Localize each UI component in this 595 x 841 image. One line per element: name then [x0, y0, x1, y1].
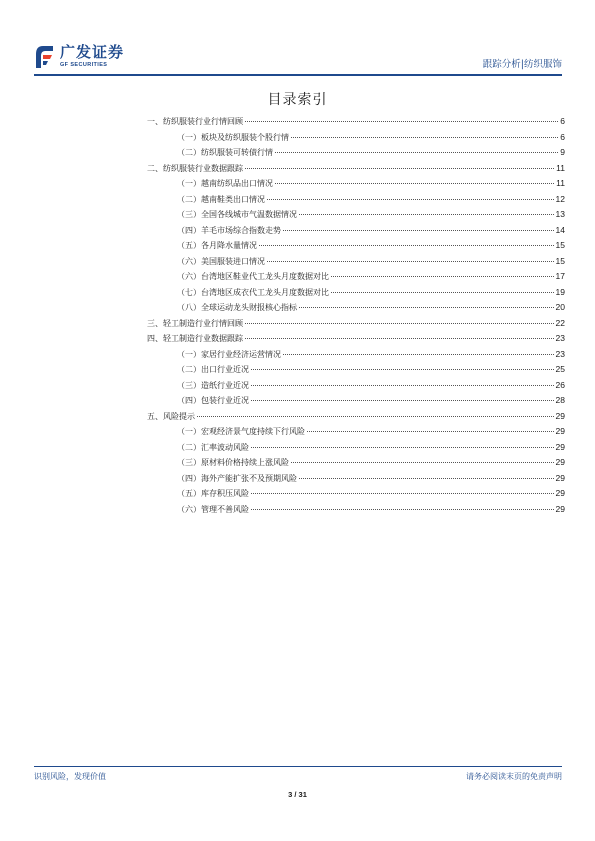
toc-entry-page: 26 — [555, 379, 565, 390]
toc-entry-label: （四）包装行业近况 — [177, 396, 249, 405]
toc-entry[interactable] — [147, 271, 565, 287]
toc-entry[interactable] — [147, 442, 565, 458]
table-of-contents — [147, 116, 565, 519]
toc-entry[interactable] — [147, 132, 565, 148]
logo-chinese-name: 广发证券 — [60, 43, 125, 61]
toc-entry-label: （二）汇率波动风险 — [177, 442, 249, 452]
toc-entry[interactable] — [147, 395, 565, 411]
toc-entry-page: 25 — [555, 364, 565, 374]
toc-entry[interactable] — [147, 380, 565, 396]
toc-entry-label: （四）海外产能扩张不及预期风险 — [177, 473, 297, 483]
toc-entry-page: 6 — [560, 116, 565, 126]
toc-entry-label: （六）管理不善风险 — [177, 504, 249, 514]
toc-entry-page: 29 — [555, 488, 565, 498]
toc-leader-dots — [331, 276, 554, 277]
toc-entry-page: 15 — [555, 240, 565, 250]
toc-entry[interactable] — [147, 178, 565, 194]
gf-logo-icon — [34, 44, 56, 70]
footer-disclaimer-note: 请务必阅读末页的免责声明 — [466, 772, 562, 781]
toc-leader-dots — [245, 168, 554, 169]
toc-leader-dots — [245, 121, 558, 122]
toc-entry-label: 三、轻工制造行业行情回顾 — [147, 318, 243, 328]
toc-leader-dots — [283, 354, 554, 355]
toc-leader-dots — [299, 307, 554, 308]
toc-entry[interactable] — [147, 504, 565, 520]
toc-entry[interactable] — [147, 318, 565, 334]
toc-entry[interactable] — [147, 240, 565, 256]
toc-entry-label: （六）台湾地区鞋业代工龙头月度数据对比 — [177, 272, 329, 281]
toc-entry-label: （一）板块及纺织服装个股行情 — [177, 132, 289, 142]
toc-entry[interactable] — [147, 411, 565, 427]
toc-leader-dots — [251, 369, 554, 370]
toc-entry-page: 29 — [555, 457, 565, 467]
toc-entry-page: 15 — [555, 255, 565, 266]
toc-entry-label: 一、纺织服装行业行情回顾 — [147, 117, 243, 126]
toc-leader-dots — [251, 509, 554, 510]
toc-entry[interactable] — [147, 163, 565, 179]
toc-entry-label: （三）原材料价格持续上涨风险 — [177, 458, 289, 467]
toc-leader-dots — [275, 183, 554, 184]
toc-leader-dots — [275, 152, 558, 153]
toc-leader-dots — [251, 385, 554, 386]
toc-entry[interactable] — [147, 333, 565, 349]
toc-entry[interactable] — [147, 194, 565, 210]
page-number: 3 / 31 — [288, 790, 307, 799]
toc-entry-page: 6 — [560, 131, 565, 142]
toc-leader-dots — [251, 493, 554, 494]
toc-entry-page: 11 — [556, 178, 565, 188]
toc-entry-page: 29 — [555, 426, 565, 436]
toc-entry-page: 29 — [555, 503, 565, 514]
toc-entry-label: （五）各月降水量情况 — [177, 241, 257, 250]
toc-entry-page: 29 — [555, 472, 565, 483]
toc-entry[interactable] — [147, 457, 565, 473]
toc-entry[interactable] — [147, 473, 565, 489]
toc-entry-page: 14 — [555, 224, 565, 235]
toc-entry-label: （二）越南鞋类出口情况 — [177, 194, 265, 204]
toc-entry-label: 二、纺织服装行业数据跟踪 — [147, 163, 243, 173]
toc-entry-label: 五、风险提示 — [147, 411, 195, 421]
footer-slogan: 识别风险，发现价值 — [34, 772, 106, 781]
toc-entry-label: 四、轻工制造行业数据跟踪 — [147, 334, 243, 343]
toc-entry[interactable] — [147, 302, 565, 318]
toc-entry[interactable] — [147, 147, 565, 163]
toc-entry[interactable] — [147, 209, 565, 225]
toc-entry-label: （六）美国服装进口情况 — [177, 256, 265, 266]
toc-entry-page: 23 — [555, 333, 565, 343]
toc-entry[interactable] — [147, 364, 565, 380]
toc-entry-page: 9 — [560, 147, 565, 157]
toc-leader-dots — [197, 416, 554, 417]
toc-entry[interactable] — [147, 349, 565, 365]
toc-entry-page: 19 — [555, 286, 565, 297]
toc-entry[interactable] — [147, 488, 565, 504]
toc-leader-dots — [291, 137, 558, 138]
toc-entry-page: 29 — [555, 410, 565, 421]
toc-entry-page: 20 — [555, 302, 565, 312]
toc-entry-label: （八）全球运动龙头财报核心指标 — [177, 303, 297, 312]
toc-entry[interactable] — [147, 426, 565, 442]
toc-entry-page: 29 — [555, 441, 565, 452]
toc-entry-label: （一）越南纺织品出口情况 — [177, 179, 273, 188]
toc-entry-label: （三）全国各线城市气温数据情况 — [177, 210, 297, 219]
toc-title: 目录索引 — [267, 92, 328, 108]
toc-entry[interactable] — [147, 225, 565, 241]
toc-leader-dots — [331, 292, 554, 293]
toc-entry-page: 23 — [555, 348, 565, 359]
toc-leader-dots — [299, 214, 554, 215]
toc-leader-dots — [251, 447, 554, 448]
toc-entry[interactable] — [147, 256, 565, 272]
toc-leader-dots — [299, 478, 554, 479]
toc-entry-page: 22 — [555, 317, 565, 328]
toc-leader-dots — [245, 323, 554, 324]
company-logo — [34, 44, 124, 70]
toc-entry-label: （二）出口行业近况 — [177, 365, 249, 374]
toc-entry-label: （二）纺织服装可转债行情 — [177, 148, 273, 157]
toc-entry[interactable] — [147, 116, 565, 132]
toc-entry-page: 11 — [556, 162, 565, 173]
toc-leader-dots — [307, 431, 554, 432]
toc-entry-label: （五）库存积压风险 — [177, 489, 249, 498]
toc-entry-page: 17 — [555, 271, 565, 281]
report-category: 跟踪分析|纺织服饰 — [482, 59, 562, 70]
toc-leader-dots — [283, 230, 554, 231]
toc-leader-dots — [267, 261, 554, 262]
toc-leader-dots — [245, 338, 554, 339]
toc-entry-label: （一）宏观经济景气度持续下行风险 — [177, 427, 305, 436]
toc-entry-page: 12 — [555, 193, 565, 204]
logo-english-name: GF SECURITIES — [60, 62, 108, 68]
toc-entry-page: 28 — [555, 395, 565, 405]
toc-entry-label: （七）台湾地区成衣代工龙头月度数据对比 — [177, 287, 329, 297]
toc-entry-page: 13 — [555, 209, 565, 219]
toc-leader-dots — [251, 400, 554, 401]
header-divider — [34, 74, 562, 76]
toc-leader-dots — [291, 462, 554, 463]
toc-entry-label: （一）家居行业经济运营情况 — [177, 349, 281, 359]
toc-entry[interactable] — [147, 287, 565, 303]
toc-entry-label: （三）造纸行业近况 — [177, 380, 249, 390]
page-header — [34, 40, 562, 74]
toc-leader-dots — [259, 245, 554, 246]
toc-leader-dots — [267, 199, 554, 200]
footer-divider — [34, 766, 562, 767]
toc-entry-label: （四）羊毛市场综合指数走势 — [177, 225, 281, 235]
